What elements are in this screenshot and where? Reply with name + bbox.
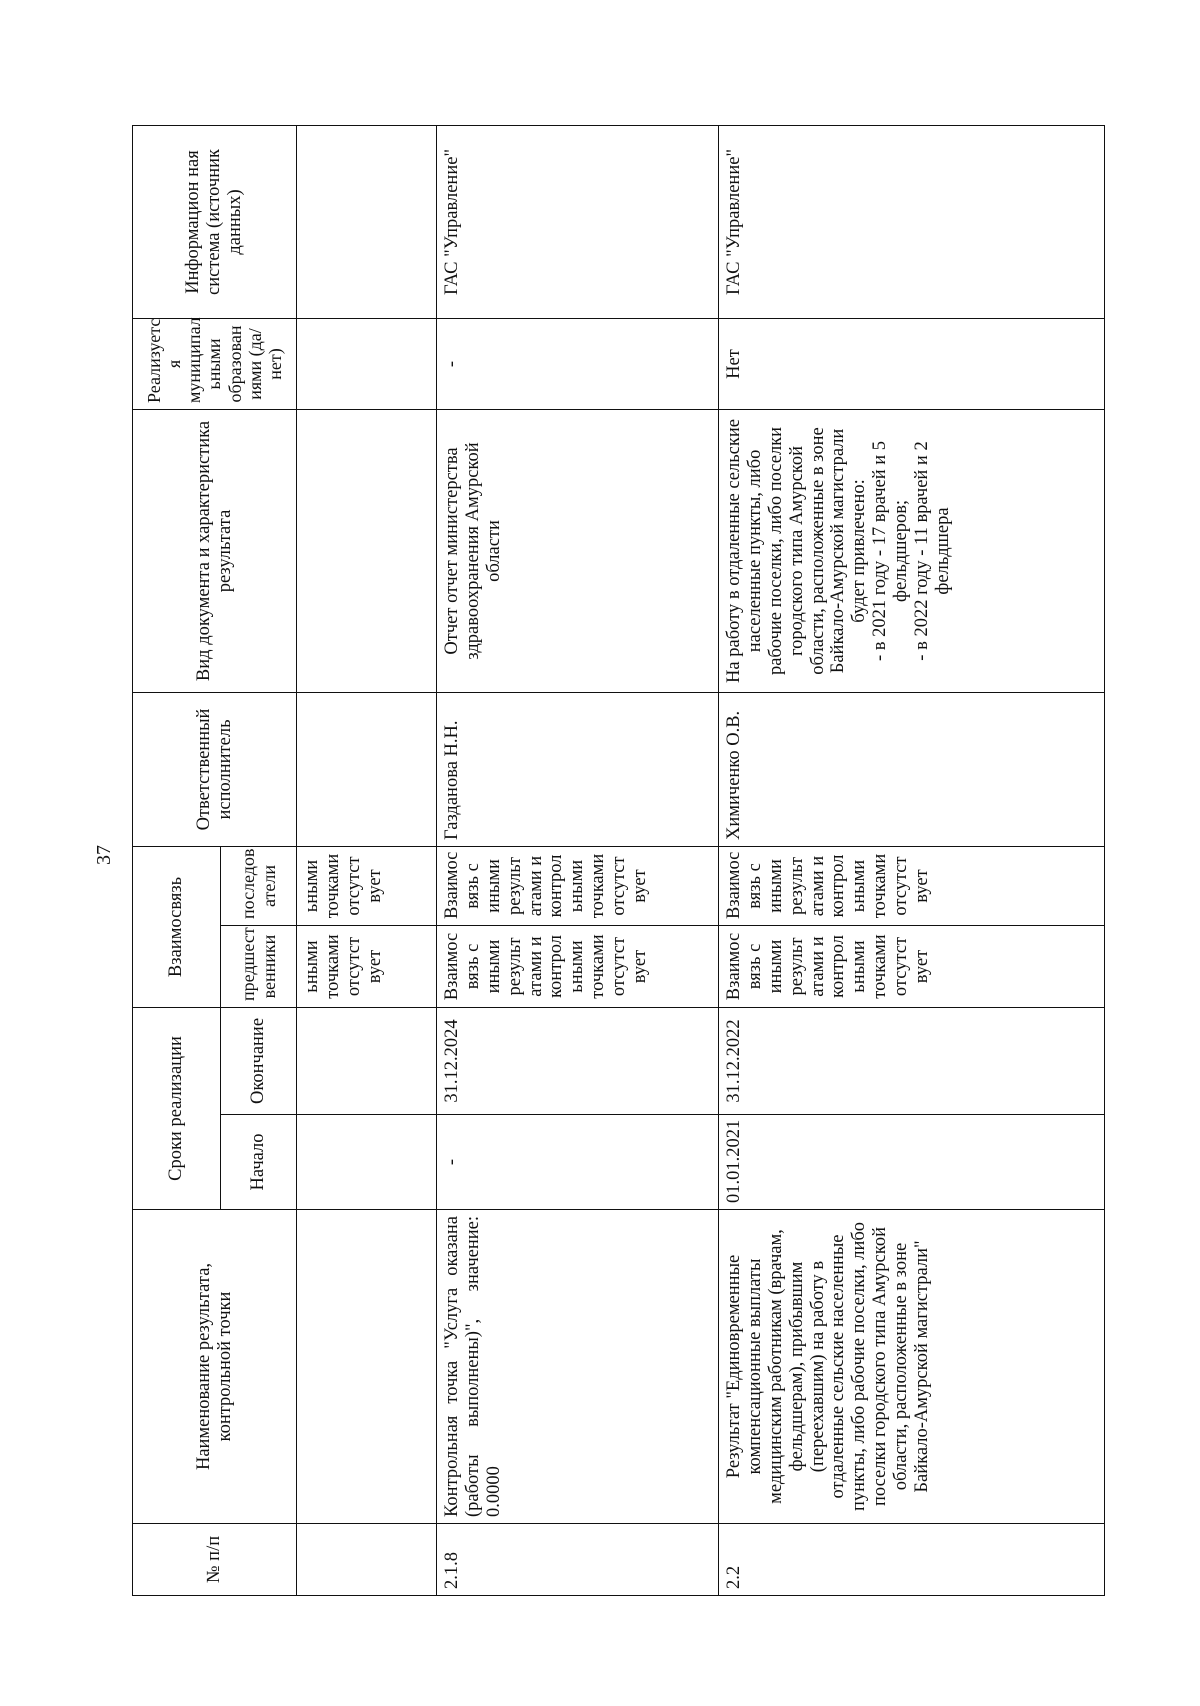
header-responsible: Ответственный исполнитель (133, 692, 297, 846)
cell-end: 31.12.2024 (437, 1008, 719, 1115)
cell-start: 01.01.2021 (719, 1115, 1105, 1210)
cell-name: Контрольная точка "Услуга оказана (работы выполнены)", значение: 0.0000 (437, 1210, 719, 1524)
cell-end (297, 1008, 437, 1115)
cell-info-system: ГАС "Управление" (719, 125, 1105, 318)
table-row (297, 125, 437, 1595)
cell-successors: Взаимос вязь с иными результ атами и контрол ьными точками отсутст вует (437, 846, 719, 925)
cell-municipal (297, 318, 437, 409)
cell-successors: Взаимос вязь с иными результ атами и контрол ьными точками отсутст вует (719, 846, 1105, 925)
table-row (437, 125, 719, 1595)
table-body (297, 125, 1105, 1595)
cell-info-system (297, 125, 437, 318)
cell-responsible: Газданова Н.Н. (437, 692, 719, 846)
cell-num: 2.1.8 (437, 1524, 719, 1596)
cell-document: Отчет отчет министерства здравоохранения Амурской области (437, 409, 719, 692)
header-municipal: Реализуетс я муниципал ьными образован иями (да/нет) (133, 318, 297, 409)
cell-document: На работу в отдаленные сельские населенные пункты, либо рабочие поселки, либо поселки городского типа Амурской области, расположенные в зоне Байкало-Амурской магистрали будет привлечено: - в 2021 году - 17 врачей и 5 фельдшеров; - в 2022 году - 11 врачей и 2 фельдшера (719, 409, 1105, 692)
cell-start: - (437, 1115, 719, 1210)
header-predecessors: предшест венники (221, 926, 297, 1008)
cell-name (297, 1210, 437, 1524)
cell-predecessors: ьными точками отсутст вует (297, 926, 437, 1008)
table-row (719, 125, 1105, 1595)
cell-end: 31.12.2022 (719, 1008, 1105, 1115)
cell-responsible: Химиченко О.В. (719, 692, 1105, 846)
header-info-system: Информацион ная система (источник данных) (133, 125, 297, 318)
header-num: № п/п (133, 1524, 297, 1596)
cell-start (297, 1115, 437, 1210)
header-document: Вид документа и характеристика результата (133, 409, 297, 692)
header-link: Взаимосвязь (133, 846, 221, 1007)
rotated-table-container (132, 126, 1104, 1596)
cell-municipal: Нет (719, 318, 1105, 409)
cell-predecessors: Взаимос вязь с иными результ атами и контрол ьными точками отсутст вует (719, 926, 1105, 1008)
header-successors: последов атели (221, 846, 297, 925)
cell-responsible (297, 692, 437, 846)
header-end: Окончание (221, 1008, 297, 1115)
cell-name: Результат "Единовременные компенсационные выплаты медицинским работникам (врачам, фельдшерам), прибывшим (переехавшим) на работу в отдаленные сельские населенные пункты, либо рабочие поселки, либо поселки городского типа Амурской области, расположенные в зоне Байкало-Амурской магистрали" (719, 1210, 1105, 1524)
header-start: Начало (221, 1115, 297, 1210)
header-name: Наименование результата, контрольной точки (133, 1210, 297, 1524)
page-number: 37 (93, 845, 115, 865)
cell-document (297, 409, 437, 692)
cell-municipal: - (437, 318, 719, 409)
table-header (133, 125, 297, 1595)
implementation-table (132, 125, 1105, 1596)
header-terms: Сроки реализации (133, 1008, 221, 1210)
cell-info-system: ГАС "Управление" (437, 125, 719, 318)
cell-num: 2.2 (719, 1524, 1105, 1596)
cell-num (297, 1524, 437, 1596)
cell-predecessors: Взаимос вязь с иными результ атами и контрол ьными точками отсутст вует (437, 926, 719, 1008)
cell-successors: ьными точками отсутст вует (297, 846, 437, 925)
